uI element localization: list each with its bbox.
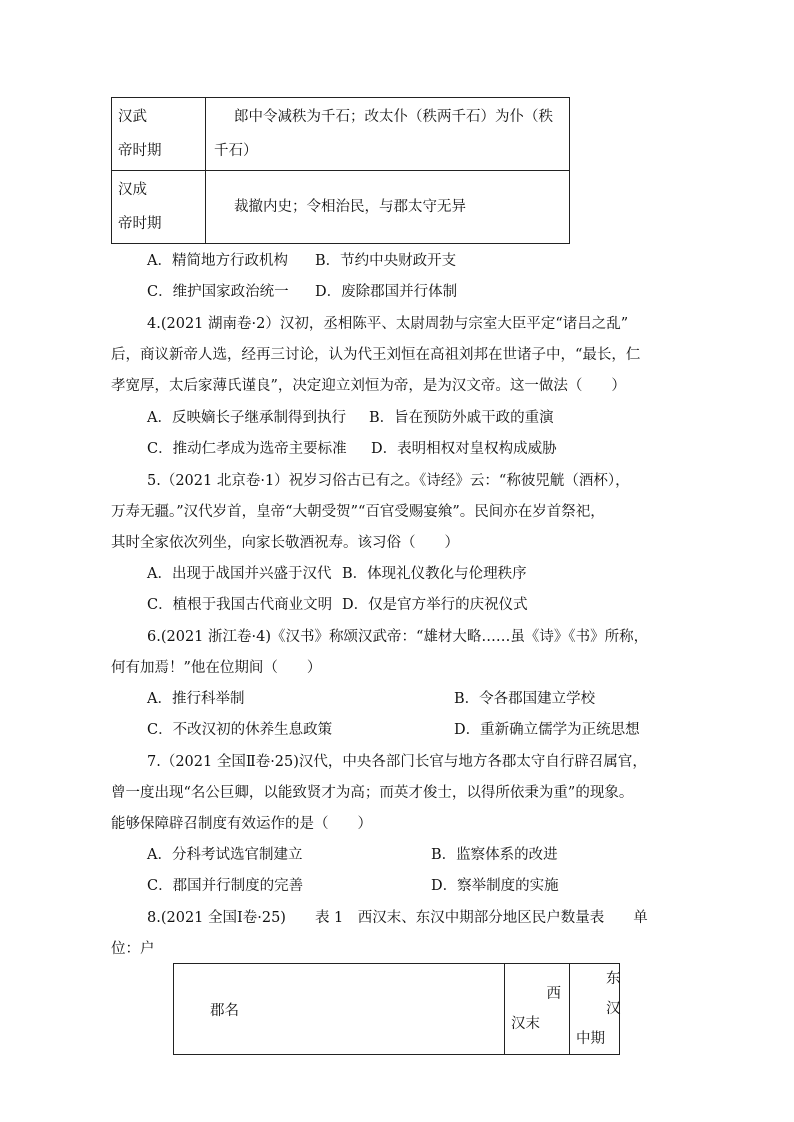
q7-option-c[interactable]: C．郡国并行制度的完善 [147,878,304,894]
q7-option-d[interactable]: D．察举制度的实施 [431,878,559,894]
content-line: 千石） [214,143,258,159]
q6-stem-line: 何有加焉！”他在位期间（ ） [111,660,322,676]
q4-option-d[interactable]: D．表明相权对皇权构成威胁 [371,441,557,457]
q4-stem-line: 4.(2021 湖南卷·2）汉初，丞相陈平、太尉周勃与宗室大臣平定“诸吕之乱” [147,316,629,332]
q5-option-c[interactable]: C．植根于我国古代商业文明 [147,597,333,613]
header-line: 西 [546,986,561,1002]
q3-option-a[interactable]: A．精简地方行政机构 [147,253,288,269]
q5-stem-line: 5.（2021 北京卷·1）祝岁习俗古已有之。《诗经》云：“称彼兕觥（酒杯）， [147,473,630,489]
q6-option-b[interactable]: B．令各郡国建立学校 [454,691,596,707]
table-row [112,98,570,171]
q4-option-a[interactable]: A．反映嫡长子继承制得到执行 [147,410,346,426]
q8-stem-line: 位：户 [111,941,155,957]
period-cell [112,171,206,244]
q5-option-b[interactable]: B．体现礼仪教化与伦理秩序 [342,566,527,582]
q4-stem-line: 后，商议新帝人选，经再三讨论，认为代王刘恒在高祖刘邦在世诸子中，“最长，仁 [111,347,641,363]
header-eastern-han [570,964,620,1055]
period-line: 汉武 [118,109,147,125]
q3-option-d[interactable]: D．废除郡国并行体制 [315,284,458,300]
household-table [173,963,620,1055]
header-commandery: 郡名 [174,964,505,1055]
q6-stem-line: 6.(2021 浙江卷·4)《汉书》称颂汉武帝：“雄材大略……虽《诗》《书》所称， [147,629,649,645]
q3-option-b[interactable]: B．节约中央财政开支 [315,253,457,269]
period-line: 帝时期 [118,216,162,232]
header-line: 中期 [576,1031,605,1047]
q5-option-d[interactable]: D．仅是官方举行的庆祝仪式 [342,597,528,613]
q4-option-b[interactable]: B．旨在预防外戚干政的重演 [369,410,554,426]
header-western-han [505,964,570,1055]
q5-stem-line: 其时全家依次列坐，向家长敬酒祝寿。该习俗（ ） [111,535,459,551]
header-line: 东汉 [606,971,621,1017]
q6-option-d[interactable]: D．重新确立儒学为正统思想 [454,722,640,738]
content-cell [206,171,570,244]
reform-table [111,97,570,244]
table-row [112,171,570,244]
content-line: 裁撤内史；令相治民，与郡太守无异 [234,199,466,215]
q6-option-a[interactable]: A．推行科举制 [147,691,245,707]
q6-option-c[interactable]: C．不改汉初的休养生息政策 [147,722,333,738]
q5-stem-line: 万寿无疆。”汉代岁首，皇帝“大朝受贺”“百官受赐宴飨”。民间亦在岁首祭祀， [111,504,605,520]
q3-option-c[interactable]: C．维护国家政治统一 [147,284,289,300]
period-line: 汉成 [118,182,147,198]
q5-option-a[interactable]: A．出现于战国并兴盛于汉代 [147,566,332,582]
q4-stem-line: 孝宽厚，太后家薄氏谨良”，决定迎立刘恒为帝，是为汉文帝。这一做法（ ） [111,378,626,394]
content-cell [206,98,570,171]
period-cell [112,98,206,171]
q7-stem-line: 7.（2021 全国Ⅱ卷·25)汉代，中央各部门长官与地方各郡太守自行辟召属官， [147,754,647,770]
q7-option-a[interactable]: A．分科考试选官制建立 [147,847,303,863]
table-header-row [174,964,620,1055]
q7-option-b[interactable]: B．监察体系的改进 [431,847,558,863]
q7-stem-line: 能够保障辟召制度有效运作的是（ ） [111,816,372,832]
content-line: 郎中令减秩为千石；改太仆（秩两千石）为仆（秩 [234,109,553,125]
q8-stem-line: 8.(2021 全国Ⅰ卷·25) 表 1 西汉末、东汉中期部分地区民户数量表 单 [147,910,648,926]
q4-option-c[interactable]: C．推动仁孝成为选帝主要标准 [147,441,347,457]
period-line: 帝时期 [118,143,162,159]
header-line: 汉末 [511,1016,540,1032]
q7-stem-line: 曾一度出现“名公巨卿，以能致贤才为高；而英才俊士，以得所依秉为重”的现象。 [111,785,634,801]
